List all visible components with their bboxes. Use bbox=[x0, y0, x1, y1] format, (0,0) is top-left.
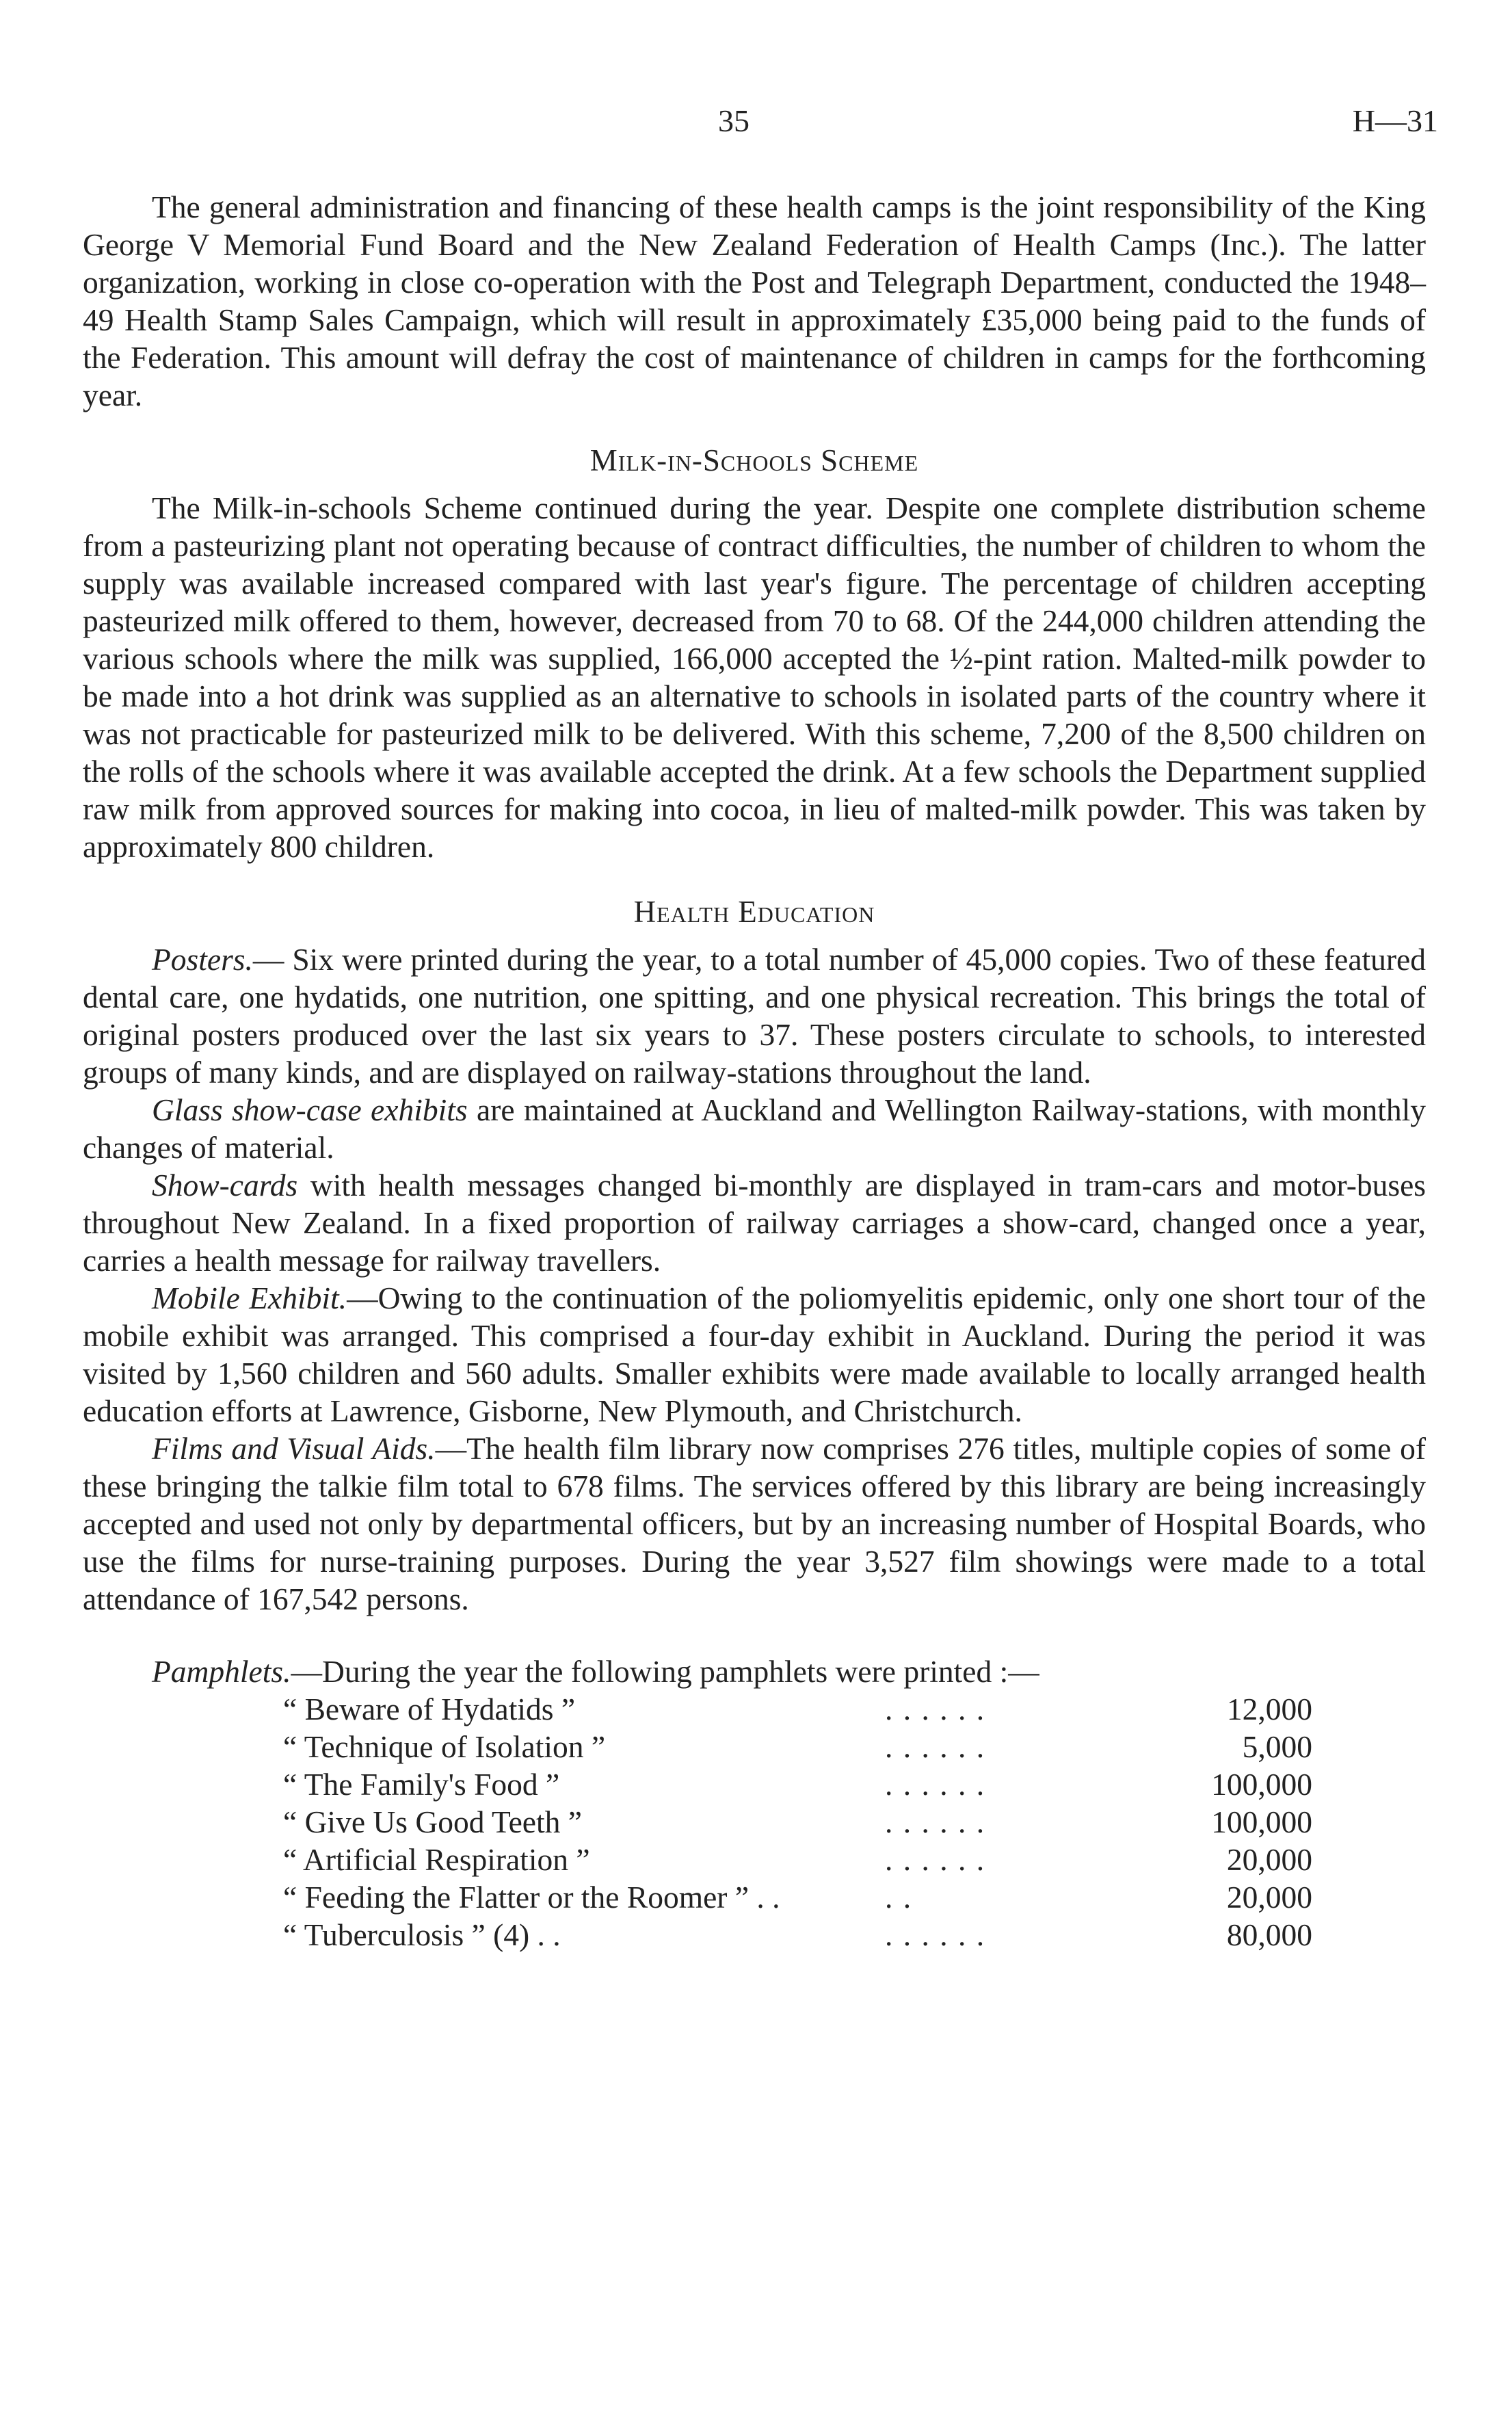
posters-lead: Posters. bbox=[152, 942, 253, 977]
pamphlet-row bbox=[283, 1916, 1312, 1954]
pamphlet-count: 100,000 bbox=[1211, 1767, 1312, 1802]
show-cards-lead: Show-cards bbox=[152, 1168, 298, 1203]
glass-exhibits-text: are maintained at Auckland and Wellington Railway-stations, with monthly changes of material. bbox=[83, 1092, 1426, 1165]
mobile-exhibit-paragraph bbox=[83, 1279, 1426, 1430]
milk-scheme-heading: Milk-in-Schools Scheme bbox=[589, 443, 919, 477]
pamphlet-count: 80,000 bbox=[1226, 1917, 1312, 1952]
glass-exhibits-paragraph bbox=[83, 1091, 1426, 1166]
show-cards-text: with health messages changed bi-monthly are displayed in tram-cars and motor-buses throughout New Zealand. In a fixed proportion of railway carriages a show-card, changed once a year, carries a health message for railway travellers. bbox=[83, 1168, 1426, 1278]
pamphlet-row bbox=[283, 1803, 1312, 1841]
pamphlet-title: “ Technique of Isolation ” bbox=[283, 1729, 606, 1764]
mobile-exhibit-text: —Owing to the continuation of the poliomyelitis epidemic, only one short tour of the mobile exhibit was arranged. This comprised a four-day exhibit in Auckland. During the period it was visited by 1,560 children and 560 adults. Smaller exhibits were made available to locally arranged health education efforts at Lawrence, Gisborne, New Plymouth, and Christchurch. bbox=[83, 1280, 1426, 1428]
pamphlet-leader-dots: . . . . . . bbox=[885, 1804, 986, 1839]
glass-exhibits-lead: Glass show-case exhibits bbox=[152, 1092, 468, 1127]
pamphlet-leader-dots: . . . . . . bbox=[885, 1842, 986, 1877]
health-education-heading: Health Education bbox=[633, 895, 875, 929]
pamphlet-leader-dots: . . . . . . bbox=[885, 1692, 986, 1726]
health-camps-paragraph: The general administration and financing of these health camps is the joint responsibility of the King George V Memorial Fund Board and the New Zealand Federation of Health Camps (Inc.). The latter organization, working in close co-operation with the Post and Telegraph Department, conducted the 1948–49 Health Stamp Sales Campaign, which will result in approximately £35,000 being paid to the funds of the Federation. This amount will defray the cost of maintenance of children in camps for the forthcoming year. bbox=[83, 189, 1426, 412]
pamphlet-title: “ Give Us Good Teeth ” bbox=[283, 1804, 582, 1839]
pamphlet-row bbox=[283, 1878, 1312, 1916]
films-paragraph bbox=[83, 1430, 1426, 1618]
pamphlet-title: “ Artificial Respiration ” bbox=[283, 1842, 590, 1877]
show-cards-paragraph bbox=[83, 1166, 1426, 1279]
pamphlet-row bbox=[283, 1765, 1312, 1803]
posters-paragraph bbox=[83, 941, 1426, 1091]
pamphlet-title: “ The Family's Food ” bbox=[283, 1767, 560, 1802]
pamphlet-row bbox=[283, 1841, 1312, 1878]
pamphlet-row bbox=[283, 1690, 1312, 1728]
posters-text: — Six were printed during the year, to a total number of 45,000 copies. Two of these featured dental care, one hydatids, one nutrition, one spitting, and one physical recreation. This brings the total of original posters produced over the last six years to 37. These posters circulate to schools, to interested groups of many kinds, and are displayed on railway-stations throughout the land. bbox=[83, 942, 1426, 1090]
films-text: —The health film library now comprises 276 titles, multiple copies of some of these bringing the talkie film total to 678 films. The services offered by this library are being increasingly accepted and used not only by departmental officers, but by an increasing number of Hospital Boards, who use the films for nurse-training purposes. During the year 3,527 film showings were made to a total attendance of 167,542 persons. bbox=[83, 1431, 1426, 1616]
pamphlet-leader-dots: . . bbox=[885, 1880, 913, 1915]
pamphlet-title: “ Beware of Hydatids ” bbox=[283, 1692, 576, 1726]
pamphlet-count: 20,000 bbox=[1226, 1880, 1312, 1915]
pamphlets-paragraph bbox=[83, 1653, 1426, 1690]
page-header bbox=[0, 103, 1512, 150]
mobile-exhibit-lead: Mobile Exhibit. bbox=[152, 1280, 347, 1315]
pamphlet-leader-dots: . . . . . . bbox=[885, 1767, 986, 1802]
pamphlet-row bbox=[283, 1728, 1312, 1765]
pamphlet-title: “ Feeding the Flatter or the Roomer ” . . bbox=[283, 1880, 780, 1915]
pamphlet-leader-dots: . . . . . . bbox=[885, 1917, 986, 1952]
milk-scheme-paragraph: The Milk-in-schools Scheme continued during the year. Despite one complete distribution scheme from a pasteurizing plant not operating because of contract difficulties, the number of children to whom the supply was available increased compared with last year's figure. The percentage of children accepting pasteurized milk offered to them, however, decreased from 70 to 68. Of the 244,000 children attending the various schools where the milk was supplied, 166,000 accepted the ½-pint ration. Malted-milk powder to be made into a hot drink was supplied as an alternative to schools in isolated parts of the country where it was not practicable for pasteurized milk to be delivered. With this scheme, 7,200 of the 8,500 children on the rolls of the schools where it was available accepted the drink. At a few schools the Department supplied raw milk from approved sources for making into cocoa, in lieu of malted-milk powder. This was taken by approximately 800 children. bbox=[83, 490, 1426, 864]
pamphlet-count: 5,000 bbox=[1242, 1729, 1312, 1764]
page-number: 35 bbox=[718, 103, 750, 138]
document-reference: H—31 bbox=[1352, 103, 1438, 138]
pamphlet-title: “ Tuberculosis ” (4) . . bbox=[283, 1917, 561, 1952]
pamphlet-count: 20,000 bbox=[1226, 1842, 1312, 1877]
pamphlets-lead: Pamphlets. bbox=[152, 1654, 291, 1689]
pamphlet-count: 12,000 bbox=[1226, 1692, 1312, 1726]
pamphlet-count: 100,000 bbox=[1211, 1804, 1312, 1839]
pamphlet-list bbox=[283, 1690, 1312, 1954]
films-lead: Films and Visual Aids. bbox=[152, 1431, 436, 1466]
pamphlets-text: —During the year the following pamphlets were printed :— bbox=[291, 1654, 1039, 1689]
page-body bbox=[83, 188, 1426, 1954]
pamphlet-leader-dots: . . . . . . bbox=[885, 1729, 986, 1764]
